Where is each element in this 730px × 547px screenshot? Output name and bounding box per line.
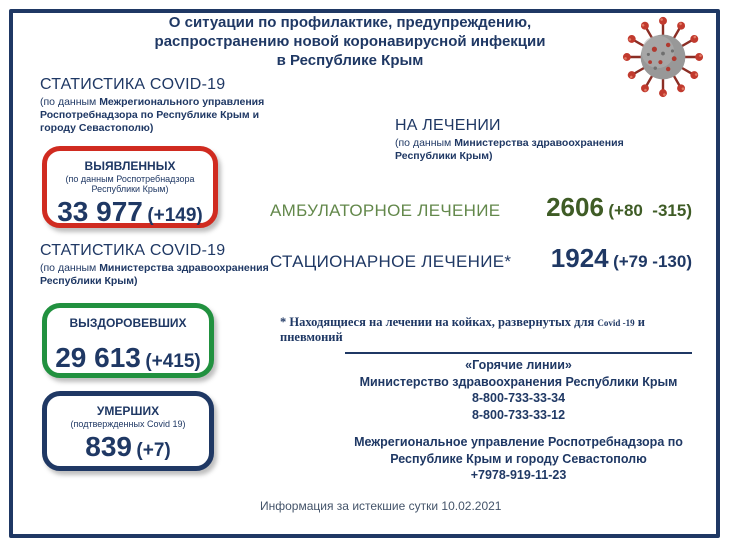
inpatient-label: СТАЦИОНАРНОЕ ЛЕЧЕНИЕ* (270, 252, 512, 271)
deceased-card (42, 391, 214, 471)
source-org: Министерства здравоохранения Республики Крым) (395, 137, 624, 162)
recovered-value: 29 613 (55, 342, 141, 373)
source-plain: (по данным (395, 137, 455, 149)
ministry-phone-2: 8-800-733-33-12 (471, 407, 566, 422)
stats-minzdrav-section (40, 242, 290, 288)
detected-value: 33 977 (57, 196, 143, 227)
ambulatory-treatment-row (270, 192, 692, 223)
ambulatory-value: 2606 (546, 192, 604, 222)
recovered-valueline (47, 342, 209, 374)
page-title-line: О ситуации по профилактике, предупреждению, (168, 14, 532, 31)
recovered-card (42, 303, 214, 378)
page-title-line: распространению новой коронавирусной инфекции (154, 33, 546, 50)
deceased-value: 839 (85, 431, 132, 462)
treatment-source (395, 137, 675, 163)
inpatient-treatment-row (270, 243, 692, 274)
detected-label: ВЫЯВЛЕННЫХ (84, 159, 176, 173)
ambulatory-valueline (546, 192, 692, 223)
footer-date: Информация за истекшие сутки 10.02.2021 (260, 499, 502, 513)
inpatient-delta: (+79 -130) (613, 252, 692, 271)
source-org: Межрегионального управления Роспотребнадзора по Республике Крым и городу Севастополю) (40, 96, 265, 134)
section-title: СТАТИСТИКА COVID-19 (40, 242, 226, 259)
deceased-delta: (+7) (136, 440, 171, 461)
treatment-title: НА ЛЕЧЕНИИ (395, 117, 501, 134)
footnote-text: * Находящиеся на лечении на койках, развернутых для (280, 315, 598, 329)
recovered-delta: (+415) (145, 351, 201, 372)
ambulatory-delta: (+80 -315) (608, 201, 692, 220)
recovered-label: ВЫЗДОРОВЕВШИХ (69, 316, 187, 330)
inpatient-valueline (551, 243, 692, 274)
ministry-phone-1: 8-800-733-33-34 (471, 391, 566, 405)
detected-source: (по данным Роспотребнадзора Республики Крым) (65, 174, 195, 194)
inpatient-value: 1924 (550, 243, 609, 273)
source-org: Министерства здравоохранения Республики Крым) (40, 262, 269, 287)
deceased-source: (подтвержденных Covid 19) (70, 419, 186, 429)
ambulatory-label: АМБУЛАТОРНОЕ ЛЕЧЕНИЕ (270, 201, 501, 220)
page-title-line: в Республике Крым (276, 52, 424, 69)
spacer (345, 423, 692, 434)
stats-rospotrebnadzor-section (40, 76, 290, 135)
footnote-suffix: и пневмоний (280, 315, 645, 344)
section-source (40, 262, 290, 288)
rospotrebnadzor-phone: +7978-919-11-23 (470, 468, 567, 482)
page-title (120, 13, 580, 70)
section-title: СТАТИСТИКА COVID-19 (40, 76, 226, 93)
deceased-label: УМЕРШИХ (96, 404, 160, 418)
treatment-section (395, 117, 675, 163)
deceased-valueline (47, 431, 209, 463)
hotlines-block (345, 357, 692, 484)
source-plain: (по данным (40, 262, 100, 274)
rospotrebnadzor-name: Межрегиональное управление Роспотребнадзора по Республике Крым и городу Севастополю (354, 435, 683, 466)
hotlines-title: «Горячие линии» (465, 358, 572, 372)
section-source (40, 96, 290, 135)
treatment-footnote (280, 315, 700, 345)
detected-valueline (47, 196, 213, 228)
detected-delta: (+149) (147, 205, 203, 226)
ministry-name: Министерство здравоохранения Республики Крым (359, 374, 678, 389)
detected-card (42, 146, 218, 228)
hotlines-divider (345, 352, 692, 354)
coronavirus-icon (620, 14, 706, 100)
footnote-covid: Covid -19 (597, 318, 635, 328)
source-plain: (по данным (40, 96, 100, 108)
